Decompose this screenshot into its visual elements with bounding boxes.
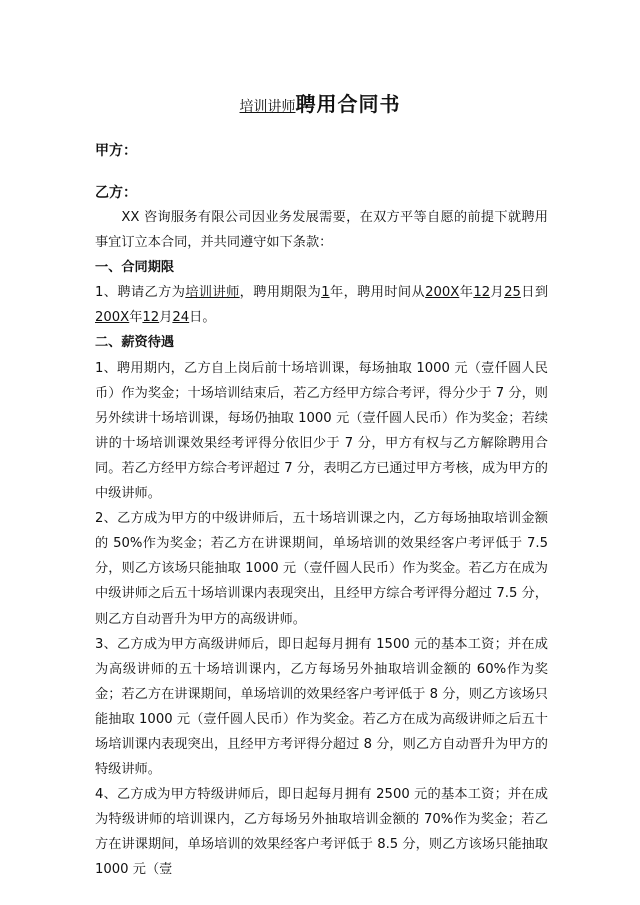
clause-text: 月 (159, 310, 173, 326)
party-b-label: 乙方： (95, 185, 137, 201)
start-day: 25 (504, 285, 521, 301)
title-prefix: 培训讲师 (239, 99, 296, 115)
section1-heading: 一、合同期限 (95, 260, 175, 276)
position-value: 培训讲师 (185, 285, 240, 301)
end-month: 12 (142, 310, 160, 326)
clause-text: 年，聘用时间从 (329, 285, 426, 301)
clause-text: 月 (490, 285, 505, 301)
section1-clause (95, 280, 548, 330)
term-value: 1 (321, 285, 330, 301)
clause-text: 日到 (520, 285, 549, 301)
start-year: 200X (425, 285, 460, 301)
intro-paragraph: XX 咨询服务有限公司因业务发展需要，在双方平等自愿的前提下就聘用事宜订立本合同，并共同遵守如下条款： (95, 210, 548, 251)
clause-text: 年 (129, 310, 143, 326)
end-year: 200X (95, 310, 130, 326)
salary-item-2: 2、乙方成为甲方的中级讲师后，五十场培训课之内，乙方每场抽取培训金额的 50%作为奖金；若乙方在讲课期间，单场培训的效果经客户考评低于 7.5 分，则乙方该场只能抽取 1000 元（壹仟圆人民币）作为奖金。若乙方在成为中级讲师之后五十场培训课内表现突出，且经甲方综合考评得分超过 7.5 分，则乙方自动晋升为甲方的高级讲师。 (95, 511, 548, 627)
salary-item-4: 4、乙方成为甲方特级讲师后，即日起每月拥有 2500 元的基本工资；并在成为特级讲师的培训课内，乙方每场另外抽取培训金额的 70%作为奖金；若乙方在讲课期间，单场培训的效果经客户考评低于 8.5 分，则乙方该场只能抽取 1000 元（壹 (95, 787, 548, 878)
salary-item-1: 1、聘用期内，乙方自上岗后前十场培训课，每场抽取 1000 元（壹仟圆人民币）作为奖金；十场培训结束后，若乙方经甲方综合考评，得分少于 7 分，则另外续讲十场培训课，每场仍抽取 1000 元（壹仟圆人民币）作为奖金；若续讲的十场培训课效果经考评得分依旧少于 7 分，甲方有权与乙方解除聘用合同。若乙方经甲方综合考评超过 7 分，表明乙方已通过甲方考核，成为甲方的中级讲师。 (95, 360, 548, 502)
clause-text: 1、聘请乙方为 (95, 285, 186, 301)
clause-text: 日。 (189, 310, 216, 326)
page-title (0, 88, 640, 117)
salary-item-3: 3、乙方成为甲方高级讲师后，即日起每月拥有 1500 元的基本工资；并在成为高级讲师的五十场培训课内，乙方每场另外抽取培训金额的 60%作为奖金；若乙方在讲课期间，单场培训的效果经客户考评低于 8 分，则乙方该场只能抽取 1000 元（壹仟圆人民币）作为奖金。若乙方在成为高级讲师之后五十场培训课内表现突出，且经甲方考评得分超过 8 分，则乙方自动晋升为甲方的特级讲师。 (95, 636, 548, 778)
section2-heading: 二、薪资待遇 (95, 335, 175, 351)
contract-body (95, 205, 548, 883)
start-month: 12 (473, 285, 491, 301)
clause-text: 年 (459, 285, 474, 301)
clause-text: ，聘用期限为 (239, 285, 322, 301)
party-a-label: 甲方： (95, 143, 137, 159)
title-main: 聘用合同书 (295, 92, 401, 116)
end-day: 24 (172, 310, 190, 326)
